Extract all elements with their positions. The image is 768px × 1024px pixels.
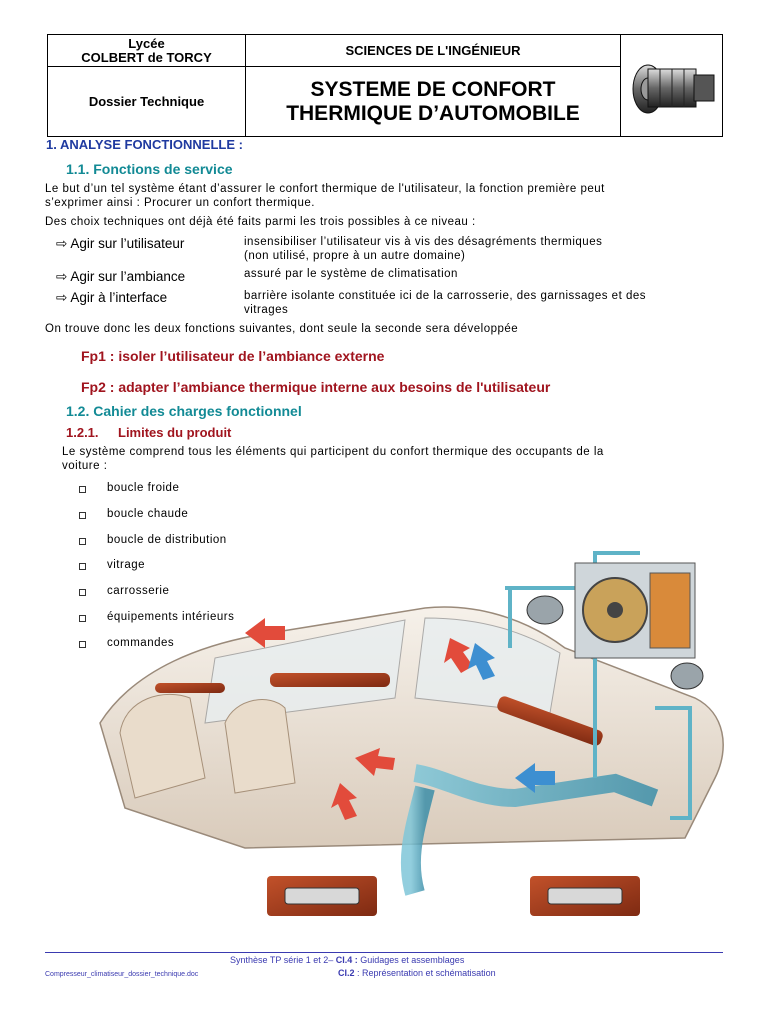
bullet-square [79,615,86,622]
header-table [47,34,723,137]
function-fp1: Fp1 : isoler l’utilisateur de l’ambiance externe [81,348,385,364]
bullet-square [79,512,86,519]
choice-label-1: ⇨ Agir sur l’utilisateur [56,236,185,251]
bullet-square [79,563,86,570]
footer-ci4: CI.4 : [335,955,358,965]
discipline-label: SCIENCES DE L'INGÉNIEUR [345,43,521,58]
compressor-image [621,35,722,136]
footer-rule [45,952,723,953]
list-item: boucle chaude [107,508,189,520]
paragraph-4-line2: voiture : [62,460,108,472]
bullet-square [79,538,86,545]
title-line2: THERMIQUE D’AUTOMOBILE [286,101,580,125]
choice-desc-1a: insensibiliser l’utilisateur vis à vis des désagréments thermiques [244,236,603,248]
paragraph-2: Des choix techniques ont déjà été faits parmi les trois possibles à ce niveau : [45,216,476,228]
subsection-1-2-1-title: Limites du produit [118,425,232,440]
section-title: 1. ANALYSE FONCTIONNELLE : [46,137,243,152]
footer-ci2: CI.2 [338,968,355,978]
footer-ci4-text: Guidages et assemblages [357,955,465,965]
list-item: carrosserie [107,585,170,597]
footer-series: Synthèse TP série 1 et 2– [230,955,336,965]
function-fp2: Fp2 : adapter l’ambiance thermique interne aux besoins de l'utilisateur [81,379,551,395]
paragraph-4-line1: Le système comprend tous les éléments qui participent du confort thermique des occupants de la [62,446,604,458]
school-line1: Lycée [128,35,165,51]
car-climate-illustration [95,548,735,933]
school-name [48,35,245,66]
subsection-1-1: 1.1. Fonctions de service [66,161,233,177]
list-item: boucle de distribution [107,534,227,546]
footer-ci2-text: : Représentation et schématisation [354,968,496,978]
paragraph-1-line1: Le but d’un tel système étant d’assurer le confort thermique de l'utilisateur, la fonction première peut [45,183,605,195]
choice-label-2: ⇨ Agir sur l’ambiance [56,269,186,284]
list-item: vitrage [107,559,146,571]
choice-desc-3a: barrière isolante constituée ici de la carrosserie, des garnissages et des [244,290,646,302]
school-line2: COLBERT de TORCY [81,49,212,65]
list-item: boucle froide [107,482,180,494]
dossier-label: Dossier Technique [88,94,205,109]
footer-filename: Compresseur_climatiseur_dossier_technique.doc [45,971,199,978]
list-item: commandes [107,637,175,649]
document-title [246,67,620,136]
paragraph-1-line2: s’exprimer ainsi : Procurer un confort thermique. [45,197,315,209]
bullet-square [79,641,86,648]
footer-line2 [338,968,496,978]
paragraph-3: On trouve donc les deux fonctions suivantes, dont seule la seconde sera développée [45,323,519,335]
title-line1: SYSTEME DE CONFORT [310,77,556,101]
choice-desc-3b: vitrages [244,304,289,316]
footer-line1 [230,955,464,965]
choice-label-3: ⇨ Agir à l’interface [56,290,168,305]
subsection-1-2: 1.2. Cahier des charges fonctionnel [66,403,302,419]
choice-desc-1b: (non utilisé, propre à un autre domaine) [244,250,466,262]
bullet-square [79,589,86,596]
subsection-1-2-1-number: 1.2.1. [66,425,99,440]
choice-desc-2a: assuré par le système de climatisation [244,268,458,280]
bullet-square [79,486,86,493]
list-item: équipements intérieurs [107,611,235,623]
